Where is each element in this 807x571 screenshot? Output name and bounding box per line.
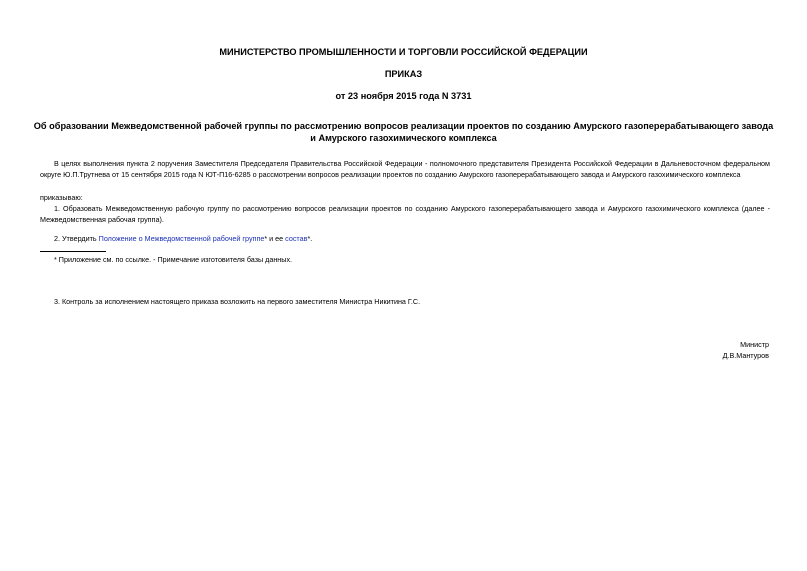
order-subject-heading: Об образовании Межведомственной рабочей группы по рассмотрению вопросов реализации проектов по созданию Амурского газоперерабатывающего завода и Амурского газохимического комплекса: [33, 121, 774, 143]
signature-name: Д.В.Мантуров: [722, 351, 769, 360]
preamble-paragraph: В целях выполнения пункта 2 поручения Заместителя Председателя Правительства Российской Федерации - полномочного представителя Президента Российской Федерации в Дальневосточном федеральном округе Ю.П.Трутнева от 15 сентября 2015 года N ЮТ-П16-6285 о рассмотрении вопросов реализации проектов по созданию Амурского газоперерабатывающего завода и Амурского газохимического комплекса: [40, 159, 770, 179]
item-1-paragraph: 1. Образовать Межведомственную рабочую группу по рассмотрению вопросов реализации проектов по созданию Амурского газоперерабатывающего завода и Амурского газохимического комплекса (далее - Межведомственная рабочая группа).: [40, 204, 770, 224]
order-type-heading: ПРИКАЗ: [384, 69, 423, 79]
ministry-heading: МИНИСТЕРСТВО ПРОМЫШЛЕННОСТИ И ТОРГОВЛИ РОССИЙСКОЙ ФЕДЕРАЦИИ: [219, 47, 588, 57]
item-2-paragraph: [54, 233, 770, 244]
footnote-text: * Приложение см. по ссылке. - Примечание изготовителя базы данных.: [54, 255, 293, 264]
item-2-suffix: *.: [307, 234, 313, 243]
item-3-paragraph: 3. Контроль за исполнением настоящего приказа возложить на первого заместителя Министра Никитина Г.С.: [54, 297, 421, 306]
prikazyvayu-text: приказываю:: [40, 193, 83, 202]
signature-title: Министр: [740, 340, 769, 349]
item-2-mid: * и ее: [264, 234, 286, 243]
footnote-divider: [40, 251, 106, 252]
composition-link[interactable]: состав: [285, 234, 308, 243]
regulation-link[interactable]: Положение о Межведомственной рабочей группе: [98, 234, 265, 243]
order-date-heading: от 23 ноября 2015 года N 3731: [335, 91, 472, 101]
item-2-prefix: 2. Утвердить: [54, 234, 99, 243]
